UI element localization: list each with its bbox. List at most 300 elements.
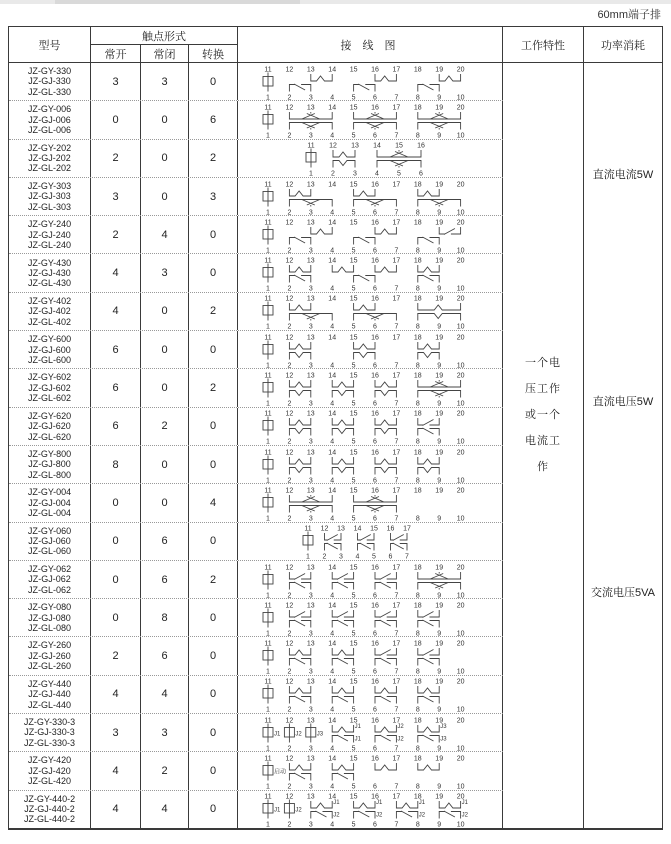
model-name: JZ-GL-004 bbox=[27, 508, 71, 519]
svg-text:12: 12 bbox=[285, 717, 294, 725]
changeover-count: 0 bbox=[189, 216, 238, 253]
model-name: JZ-GJ-062 bbox=[28, 574, 71, 585]
svg-text:14: 14 bbox=[328, 449, 337, 457]
model-name: JZ-GY-202 bbox=[27, 142, 72, 153]
model-name: JZ-GJ-402 bbox=[28, 306, 71, 317]
svg-text:8: 8 bbox=[415, 247, 420, 254]
svg-text:20: 20 bbox=[456, 449, 465, 457]
svg-text:3: 3 bbox=[308, 706, 313, 714]
svg-text:1: 1 bbox=[309, 170, 313, 177]
svg-text:20: 20 bbox=[456, 219, 465, 227]
table-row bbox=[9, 254, 503, 292]
svg-text:9: 9 bbox=[437, 515, 442, 522]
svg-text:7: 7 bbox=[405, 553, 409, 560]
svg-text:10: 10 bbox=[456, 745, 465, 752]
svg-text:8: 8 bbox=[415, 515, 420, 522]
svg-text:6: 6 bbox=[373, 821, 377, 828]
svg-text:13: 13 bbox=[306, 295, 315, 303]
model-name: JZ-GJ-260 bbox=[28, 650, 71, 661]
working-characteristic-cell bbox=[503, 63, 584, 828]
normally-open-count: 4 bbox=[91, 293, 141, 330]
working-characteristic-line: 电流工 bbox=[525, 434, 561, 447]
changeover-count: 0 bbox=[189, 599, 238, 636]
svg-text:5: 5 bbox=[397, 170, 401, 177]
svg-text:3: 3 bbox=[308, 132, 313, 139]
svg-text:4: 4 bbox=[330, 247, 335, 254]
svg-text:4: 4 bbox=[330, 209, 335, 216]
svg-text:12: 12 bbox=[285, 334, 294, 342]
working-characteristic-line: 作 bbox=[537, 460, 549, 473]
svg-text:18: 18 bbox=[413, 678, 422, 686]
svg-text:17: 17 bbox=[392, 640, 401, 648]
svg-text:2: 2 bbox=[287, 477, 292, 484]
svg-text:12: 12 bbox=[329, 142, 337, 150]
svg-text:15: 15 bbox=[349, 181, 358, 189]
table-row bbox=[9, 599, 503, 637]
svg-text:4: 4 bbox=[330, 515, 335, 522]
svg-text:13: 13 bbox=[351, 142, 359, 150]
svg-text:14: 14 bbox=[328, 755, 337, 763]
svg-text:18: 18 bbox=[413, 449, 422, 457]
svg-text:14: 14 bbox=[328, 104, 337, 112]
svg-text:11: 11 bbox=[264, 295, 272, 303]
svg-text:J2: J2 bbox=[376, 812, 383, 819]
svg-text:6: 6 bbox=[373, 592, 377, 599]
svg-text:1: 1 bbox=[266, 400, 270, 407]
svg-text:20: 20 bbox=[456, 602, 465, 610]
model-name: JZ-GL-062 bbox=[27, 584, 71, 595]
svg-text:6: 6 bbox=[373, 285, 377, 292]
model-name: JZ-GL-060 bbox=[27, 546, 71, 557]
model-cell bbox=[9, 216, 91, 253]
svg-text:3: 3 bbox=[308, 94, 313, 101]
svg-text:14: 14 bbox=[328, 372, 337, 380]
normally-open-count: 0 bbox=[91, 561, 141, 598]
svg-text:18: 18 bbox=[413, 793, 422, 801]
svg-text:14: 14 bbox=[328, 640, 337, 648]
table-row bbox=[9, 446, 503, 484]
model-name: JZ-GL-620 bbox=[27, 431, 71, 442]
svg-text:13: 13 bbox=[306, 219, 315, 227]
svg-text:14: 14 bbox=[328, 181, 337, 189]
svg-text:5: 5 bbox=[351, 400, 356, 407]
svg-text:6: 6 bbox=[373, 783, 377, 790]
model-cell bbox=[9, 714, 91, 751]
svg-text:J2: J2 bbox=[418, 812, 426, 819]
svg-text:9: 9 bbox=[437, 477, 442, 484]
model-name: JZ-GJ-330 bbox=[28, 76, 71, 87]
svg-text:8: 8 bbox=[415, 362, 420, 369]
normally-open-count: 0 bbox=[91, 523, 141, 560]
normally-closed-count: 3 bbox=[141, 254, 189, 291]
svg-text:7: 7 bbox=[394, 362, 399, 369]
svg-text:9: 9 bbox=[437, 209, 442, 216]
svg-text:16: 16 bbox=[371, 487, 379, 495]
svg-text:19: 19 bbox=[435, 793, 444, 801]
svg-text:13: 13 bbox=[306, 410, 315, 418]
model-name: JZ-GJ-800 bbox=[28, 459, 71, 470]
svg-text:14: 14 bbox=[328, 257, 337, 265]
model-name: JZ-GY-602 bbox=[27, 372, 72, 383]
model-name: JZ-GL-420 bbox=[27, 776, 71, 787]
wiring-diagram bbox=[238, 637, 503, 674]
svg-text:1: 1 bbox=[266, 515, 270, 522]
svg-text:15: 15 bbox=[349, 564, 358, 572]
svg-text:18: 18 bbox=[413, 66, 422, 74]
svg-text:9: 9 bbox=[437, 630, 442, 637]
svg-text:15: 15 bbox=[349, 219, 358, 227]
model-name: JZ-GJ-600 bbox=[28, 344, 71, 355]
svg-text:11: 11 bbox=[264, 410, 272, 418]
svg-text:5: 5 bbox=[351, 630, 356, 637]
svg-text:14: 14 bbox=[328, 295, 337, 303]
table-row bbox=[9, 408, 503, 446]
svg-text:J2: J2 bbox=[295, 731, 302, 738]
normally-closed-count: 6 bbox=[141, 561, 189, 598]
model-name: JZ-GY-330 bbox=[27, 66, 72, 77]
svg-text:1: 1 bbox=[266, 209, 270, 216]
svg-text:J1: J1 bbox=[274, 807, 281, 814]
svg-text:16: 16 bbox=[417, 142, 425, 150]
svg-text:15: 15 bbox=[349, 678, 358, 686]
svg-text:17: 17 bbox=[392, 717, 401, 725]
model-name: JZ-GY-440 bbox=[27, 678, 72, 689]
svg-text:J1: J1 bbox=[418, 800, 426, 807]
svg-text:3: 3 bbox=[308, 285, 313, 292]
normally-open-count: 6 bbox=[91, 331, 141, 368]
svg-text:17: 17 bbox=[392, 564, 401, 572]
wiring-diagram bbox=[238, 178, 503, 215]
svg-text:2: 2 bbox=[287, 362, 292, 369]
normally-open-count: 2 bbox=[91, 637, 141, 674]
model-cell bbox=[9, 63, 91, 100]
svg-text:7: 7 bbox=[394, 592, 399, 599]
svg-text:20: 20 bbox=[456, 678, 465, 686]
svg-text:20: 20 bbox=[456, 717, 465, 725]
svg-text:5: 5 bbox=[351, 438, 356, 445]
svg-text:3: 3 bbox=[308, 477, 313, 484]
svg-text:4: 4 bbox=[330, 668, 335, 675]
wiring-diagram bbox=[238, 484, 503, 521]
svg-text:6: 6 bbox=[373, 745, 377, 752]
svg-text:2: 2 bbox=[287, 285, 292, 292]
svg-text:17: 17 bbox=[392, 66, 401, 74]
svg-text:15: 15 bbox=[349, 104, 358, 112]
svg-text:4: 4 bbox=[330, 477, 335, 484]
svg-text:20: 20 bbox=[456, 372, 465, 380]
table-row bbox=[9, 637, 503, 675]
model-name: JZ-GL-600 bbox=[27, 354, 71, 365]
svg-text:20: 20 bbox=[456, 640, 465, 648]
wiring-diagram bbox=[238, 752, 503, 789]
svg-text:8: 8 bbox=[415, 438, 420, 445]
svg-text:19: 19 bbox=[435, 66, 444, 74]
svg-text:9: 9 bbox=[437, 821, 442, 828]
svg-text:启动: 启动 bbox=[274, 769, 287, 776]
svg-text:12: 12 bbox=[285, 640, 294, 648]
svg-text:16: 16 bbox=[371, 410, 379, 418]
model-cell bbox=[9, 331, 91, 368]
model-cell bbox=[9, 637, 91, 674]
svg-text:16: 16 bbox=[371, 449, 379, 457]
svg-text:3: 3 bbox=[308, 630, 313, 637]
model-cell bbox=[9, 752, 91, 789]
model-name: JZ-GY-800 bbox=[27, 449, 72, 459]
svg-text:J2: J2 bbox=[295, 807, 302, 814]
svg-text:16: 16 bbox=[371, 66, 379, 74]
svg-text:20: 20 bbox=[456, 410, 465, 418]
svg-text:19: 19 bbox=[435, 755, 444, 763]
svg-text:4: 4 bbox=[330, 592, 335, 599]
model-name: JZ-GJ-330-3 bbox=[24, 727, 75, 738]
svg-text:13: 13 bbox=[306, 602, 315, 610]
svg-text:6: 6 bbox=[373, 247, 377, 254]
model-cell bbox=[9, 408, 91, 445]
svg-text:20: 20 bbox=[456, 564, 465, 572]
svg-text:20: 20 bbox=[456, 66, 465, 74]
model-name: JZ-GL-602 bbox=[27, 393, 71, 404]
working-characteristic-text bbox=[503, 350, 583, 480]
svg-text:5: 5 bbox=[351, 821, 356, 828]
normally-open-count: 4 bbox=[91, 752, 141, 789]
header-normally-closed: 常闭 bbox=[141, 45, 189, 62]
table-row bbox=[9, 101, 503, 139]
model-name: JZ-GY-440-2 bbox=[23, 793, 76, 804]
svg-text:6: 6 bbox=[373, 515, 377, 522]
header-changeover: 转换 bbox=[189, 45, 238, 62]
svg-text:3: 3 bbox=[308, 323, 313, 331]
normally-open-count: 8 bbox=[91, 446, 141, 483]
model-name: JZ-GJ-602 bbox=[28, 382, 71, 393]
model-cell bbox=[9, 791, 91, 828]
svg-text:14: 14 bbox=[328, 410, 337, 418]
working-characteristic-line: 压工作 bbox=[525, 382, 561, 395]
model-name: JZ-GJ-240 bbox=[28, 229, 71, 240]
model-name: JZ-GL-240 bbox=[27, 240, 71, 251]
svg-text:5: 5 bbox=[351, 592, 356, 599]
svg-text:15: 15 bbox=[349, 602, 358, 610]
svg-text:20: 20 bbox=[456, 755, 465, 763]
normally-closed-count: 0 bbox=[141, 140, 189, 177]
model-cell bbox=[9, 523, 91, 560]
model-name: JZ-GL-440 bbox=[27, 699, 71, 710]
svg-text:15: 15 bbox=[349, 487, 358, 495]
model-name: JZ-GL-800 bbox=[27, 469, 71, 480]
svg-text:19: 19 bbox=[435, 564, 444, 572]
model-cell bbox=[9, 293, 91, 330]
svg-text:1: 1 bbox=[266, 323, 270, 331]
svg-text:13: 13 bbox=[306, 66, 315, 74]
svg-text:3: 3 bbox=[308, 247, 313, 254]
svg-text:3: 3 bbox=[308, 745, 313, 752]
header-contact-form: 触点形式 bbox=[91, 27, 238, 45]
svg-text:10: 10 bbox=[456, 477, 465, 484]
table-row bbox=[9, 63, 503, 101]
svg-text:11: 11 bbox=[264, 602, 272, 610]
normally-open-count: 0 bbox=[91, 484, 141, 521]
svg-text:5: 5 bbox=[351, 783, 356, 790]
svg-text:10: 10 bbox=[456, 592, 465, 599]
svg-text:7: 7 bbox=[394, 477, 399, 484]
model-name: JZ-GY-006 bbox=[27, 104, 72, 115]
svg-text:3: 3 bbox=[308, 821, 313, 828]
svg-text:13: 13 bbox=[306, 755, 315, 763]
model-name: JZ-GL-006 bbox=[27, 125, 71, 136]
svg-text:18: 18 bbox=[413, 219, 422, 227]
svg-text:17: 17 bbox=[392, 755, 401, 763]
power-section-label: 直流电流5W bbox=[592, 168, 654, 181]
model-name: JZ-GL-330 bbox=[27, 86, 71, 97]
svg-text:2: 2 bbox=[287, 668, 292, 675]
svg-text:3: 3 bbox=[339, 553, 343, 560]
svg-text:J3: J3 bbox=[316, 731, 324, 738]
svg-text:14: 14 bbox=[328, 678, 337, 686]
normally-open-count: 4 bbox=[91, 254, 141, 291]
svg-text:10: 10 bbox=[456, 630, 465, 637]
top-gray-strip-segment bbox=[55, 0, 300, 4]
svg-text:13: 13 bbox=[306, 564, 315, 572]
svg-text:12: 12 bbox=[285, 678, 294, 686]
svg-text:4: 4 bbox=[330, 94, 335, 101]
svg-text:3: 3 bbox=[308, 783, 313, 790]
normally-open-count: 0 bbox=[91, 599, 141, 636]
svg-text:9: 9 bbox=[437, 247, 442, 254]
model-cell bbox=[9, 140, 91, 177]
header-wiring-diagram: 接 线 图 bbox=[238, 27, 503, 62]
svg-text:20: 20 bbox=[456, 295, 465, 303]
model-name: JZ-GJ-440-2 bbox=[24, 804, 75, 815]
model-name: JZ-GL-260 bbox=[27, 661, 71, 672]
svg-text:10: 10 bbox=[456, 400, 465, 407]
svg-text:20: 20 bbox=[456, 257, 465, 265]
svg-text:15: 15 bbox=[349, 410, 358, 418]
svg-text:10: 10 bbox=[456, 438, 465, 445]
svg-text:3: 3 bbox=[308, 438, 313, 445]
svg-text:2: 2 bbox=[287, 94, 292, 101]
svg-text:18: 18 bbox=[413, 717, 422, 725]
svg-text:10: 10 bbox=[456, 94, 465, 101]
wiring-diagram bbox=[238, 101, 503, 138]
svg-text:12: 12 bbox=[285, 793, 294, 801]
svg-text:19: 19 bbox=[435, 219, 444, 227]
model-name: JZ-GJ-006 bbox=[28, 114, 71, 125]
svg-text:13: 13 bbox=[306, 334, 315, 342]
svg-text:6: 6 bbox=[373, 477, 377, 484]
model-name: JZ-GJ-080 bbox=[28, 612, 71, 623]
svg-text:12: 12 bbox=[285, 602, 294, 610]
svg-text:2: 2 bbox=[287, 592, 292, 599]
svg-text:11: 11 bbox=[264, 181, 272, 189]
wiring-diagram bbox=[238, 63, 503, 100]
svg-text:19: 19 bbox=[435, 334, 444, 342]
svg-text:J1: J1 bbox=[274, 731, 281, 738]
svg-text:11: 11 bbox=[264, 640, 272, 648]
svg-text:1: 1 bbox=[266, 94, 270, 101]
svg-text:2: 2 bbox=[287, 630, 292, 637]
svg-text:5: 5 bbox=[351, 745, 356, 752]
svg-text:7: 7 bbox=[394, 821, 399, 828]
svg-text:7: 7 bbox=[394, 285, 399, 292]
svg-text:10: 10 bbox=[456, 706, 465, 714]
svg-text:10: 10 bbox=[456, 783, 465, 790]
svg-text:16: 16 bbox=[371, 257, 379, 265]
changeover-count: 2 bbox=[189, 561, 238, 598]
model-name: JZ-GY-080 bbox=[27, 602, 72, 613]
svg-text:J3: J3 bbox=[440, 736, 447, 743]
svg-text:16: 16 bbox=[371, 640, 379, 648]
svg-text:14: 14 bbox=[373, 142, 381, 150]
model-name: JZ-GL-080 bbox=[27, 623, 71, 633]
svg-text:16: 16 bbox=[371, 602, 379, 610]
svg-text:3: 3 bbox=[308, 362, 313, 369]
svg-text:7: 7 bbox=[394, 132, 399, 139]
svg-text:7: 7 bbox=[394, 247, 399, 254]
table-row bbox=[9, 178, 503, 216]
svg-text:19: 19 bbox=[435, 410, 444, 418]
svg-text:13: 13 bbox=[306, 487, 315, 495]
wiring-diagram bbox=[238, 446, 503, 483]
svg-text:15: 15 bbox=[349, 295, 358, 303]
svg-text:9: 9 bbox=[437, 94, 442, 101]
svg-text:18: 18 bbox=[413, 295, 422, 303]
svg-text:J1: J1 bbox=[461, 800, 468, 807]
model-name: JZ-GY-004 bbox=[27, 487, 72, 498]
svg-text:18: 18 bbox=[413, 257, 422, 265]
svg-text:10: 10 bbox=[456, 285, 465, 292]
svg-text:11: 11 bbox=[264, 793, 272, 801]
svg-text:13: 13 bbox=[306, 257, 315, 265]
model-cell bbox=[9, 599, 91, 636]
normally-closed-count: 3 bbox=[141, 63, 189, 100]
svg-text:1: 1 bbox=[266, 745, 270, 752]
normally-open-count: 2 bbox=[91, 216, 141, 253]
svg-text:2: 2 bbox=[287, 132, 292, 139]
svg-text:6: 6 bbox=[373, 400, 377, 407]
svg-text:4: 4 bbox=[330, 821, 335, 828]
svg-text:12: 12 bbox=[320, 525, 329, 533]
power-section-label: 交流电压5VA bbox=[591, 587, 655, 600]
svg-text:6: 6 bbox=[373, 362, 377, 369]
svg-text:3: 3 bbox=[308, 209, 313, 216]
svg-text:1: 1 bbox=[266, 783, 270, 790]
svg-text:J1: J1 bbox=[333, 800, 340, 807]
normally-open-count: 3 bbox=[91, 178, 141, 215]
svg-text:20: 20 bbox=[456, 104, 465, 112]
model-name: JZ-GJ-202 bbox=[28, 153, 71, 164]
working-characteristic-line: 一个电 bbox=[525, 356, 561, 369]
svg-text:20: 20 bbox=[456, 334, 465, 342]
svg-text:15: 15 bbox=[349, 717, 358, 725]
normally-open-count: 3 bbox=[91, 63, 141, 100]
svg-text:13: 13 bbox=[306, 181, 315, 189]
svg-text:1: 1 bbox=[266, 132, 270, 139]
svg-text:19: 19 bbox=[435, 104, 444, 112]
svg-text:16: 16 bbox=[371, 372, 379, 380]
header-normally-open: 常开 bbox=[91, 45, 141, 62]
svg-text:12: 12 bbox=[285, 219, 294, 227]
header-working: 工作特性 bbox=[503, 27, 584, 62]
table-rows bbox=[9, 63, 503, 828]
svg-text:10: 10 bbox=[456, 132, 465, 139]
svg-text:2: 2 bbox=[287, 745, 292, 752]
svg-text:6: 6 bbox=[419, 170, 423, 177]
svg-text:4: 4 bbox=[355, 553, 360, 560]
svg-text:9: 9 bbox=[437, 438, 442, 445]
normally-closed-count: 4 bbox=[141, 676, 189, 713]
svg-text:19: 19 bbox=[435, 602, 444, 610]
svg-text:15: 15 bbox=[395, 142, 403, 150]
wiring-diagram bbox=[238, 140, 503, 177]
